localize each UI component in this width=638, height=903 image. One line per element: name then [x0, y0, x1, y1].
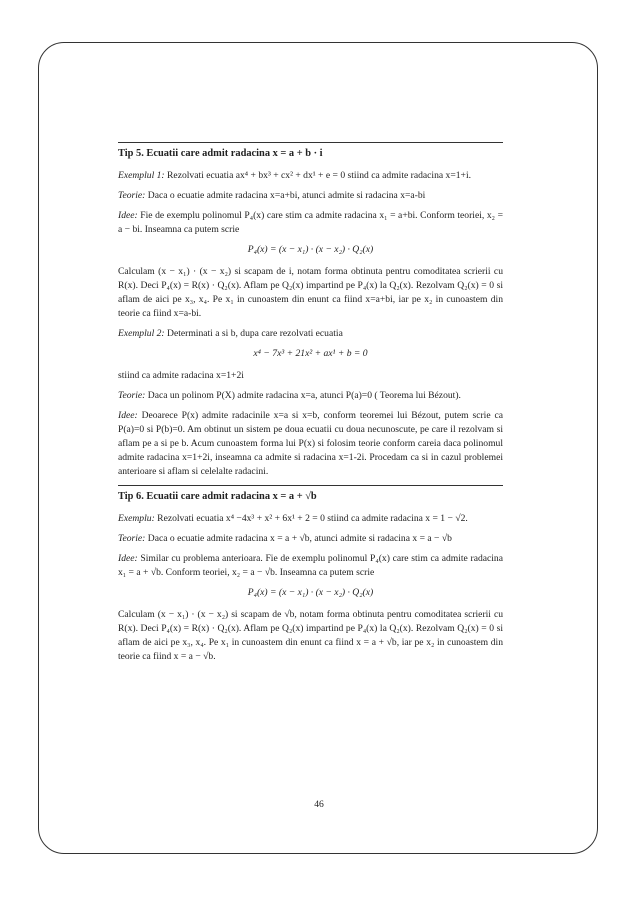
- section5-example1: [118, 169, 503, 183]
- example2-text: Determinati a si b, dupa care rezolvati ecuatia: [167, 328, 343, 339]
- idea2-label: Idee:: [118, 410, 138, 421]
- idea-label: Idee:: [118, 210, 138, 221]
- idea2-text: Deoarece P(x) admite radacinile x=a si x=b, conform teoremei lui Bézout, putem scrie ca P(a)=0 si P(b)=0. Am obtinut un sistem pe doua ecuatii cu doua necunoscute, pe care il rezolvam si aflam pe a si pe b. Acum cunoastem forma lui P(x) si folosim teorie conform careia daca polinomul admite radacina x=1+2i, inseamna ca admite si radacina x=1-2i. Procedam ca si in cazul problemei anterioare si aflam si celelalte radacini.: [118, 410, 503, 477]
- idea-label: Idee:: [118, 553, 138, 564]
- theory-text: Daca o ecuatie admite radacina x = a + √b, atunci admite si radacina x = a − √b: [147, 533, 452, 544]
- section-rule-middle: [118, 485, 503, 486]
- theory2-text: Daca un polinom P(X) admite radacina x=a, atunci P(a)=0 ( Teorema lui Bézout).: [147, 390, 461, 401]
- page-content: [118, 142, 503, 670]
- page-number: 46: [314, 799, 324, 810]
- section5-idea: [118, 209, 503, 237]
- example1-label: Exemplul 1:: [118, 170, 165, 181]
- example2-label: Exemplul 2:: [118, 328, 165, 339]
- section-rule-top: [118, 142, 503, 143]
- section5-example2: [118, 327, 503, 341]
- section5-idea2: [118, 409, 503, 479]
- section6-calculation: Calculam (x − x₁) · (x − x₂) si scapam de √b, notam forma obtinuta pentru comoditatea scrierii cu R(x). Deci P₄(x) = R(x) · Q₂(x). Aflam pe Q₂(x) impartind pe P₄(x) la Q₂(x). Rezolvam Q₂(x) = 0 si aflam de aici pe x₃, x₄. Pe x₁ in cunoastem din enunt ca fiind x = a + √b, iar pe x₂ in cunoastem din teorie ca fiind x = a − √b.: [118, 609, 503, 662]
- example-label: Exemplu:: [118, 513, 155, 524]
- section5-formula: P₄(x) = (x − x₁) · (x − x₂) · Q₂(x): [247, 244, 374, 255]
- theory2-label: Teorie:: [118, 390, 146, 401]
- section6-formula: P₄(x) = (x − x₁) · (x − x₂) · Q₂(x): [247, 587, 374, 598]
- section5-theory2: [118, 389, 503, 403]
- section5-theory: [118, 189, 503, 203]
- section6-idea: [118, 552, 503, 580]
- section6-heading: Tip 6. Ecuatii care admit radacina x = a + √b: [118, 491, 317, 502]
- section5-example2-after: stiind ca admite radacina x=1+2i: [118, 370, 244, 381]
- example-text: Rezolvati ecuatia x⁴ −4x³ + x² + 6x¹ + 2 = 0 stiind ca admite radacina x = 1 − √2.: [157, 513, 468, 524]
- example1-text: Rezolvati ecuatia ax⁴ + bx³ + cx² + dx¹ + e = 0 stiind ca admite radacina x=1+i.: [167, 170, 472, 181]
- theory-label: Teorie:: [118, 190, 146, 201]
- section5-example2-formula: x⁴ − 7x³ + 21x² + ax¹ + b = 0: [253, 348, 368, 359]
- idea-text: Similar cu problema anterioara. Fie de exemplu polinomul P₄(x) care stim ca admite radacina x₁ = a + √b. Conform teoriei, x₂ = a − √b. Inseamna ca putem scrie: [118, 553, 503, 578]
- theory-text: Daca o ecuatie admite radacina x=a+bi, atunci admite si radacina x=a-bi: [147, 190, 426, 201]
- section6-example: [118, 512, 503, 526]
- section6-theory: [118, 532, 503, 546]
- theory-label: Teorie:: [118, 533, 146, 544]
- section5-calculation: Calculam (x − x₁) · (x − x₂) si scapam de i, notam forma obtinuta pentru comoditatea scrierii cu R(x). Deci P₄(x) = R(x) · Q₂(x). Aflam pe Q₂(x) impartind pe P₄(x) la Q₂(x). Rezolvam Q₂(x) = 0 si aflam de aici pe x₃, x₄. Pe x₁ in cunoastem din enunt ca fiind x=a+bi, iar pe x₂ in cunoastem din teorie ca fiind x=a-bi.: [118, 266, 503, 319]
- idea-text: Fie de exemplu polinomul P₄(x) care stim ca admite radacina x₁ = a+bi. Conform teoriei, x₂ = a − bi. Inseamna ca putem scrie: [118, 210, 503, 235]
- section5-heading: Tip 5. Ecuatii care admit radacina x = a + b · i: [118, 148, 323, 159]
